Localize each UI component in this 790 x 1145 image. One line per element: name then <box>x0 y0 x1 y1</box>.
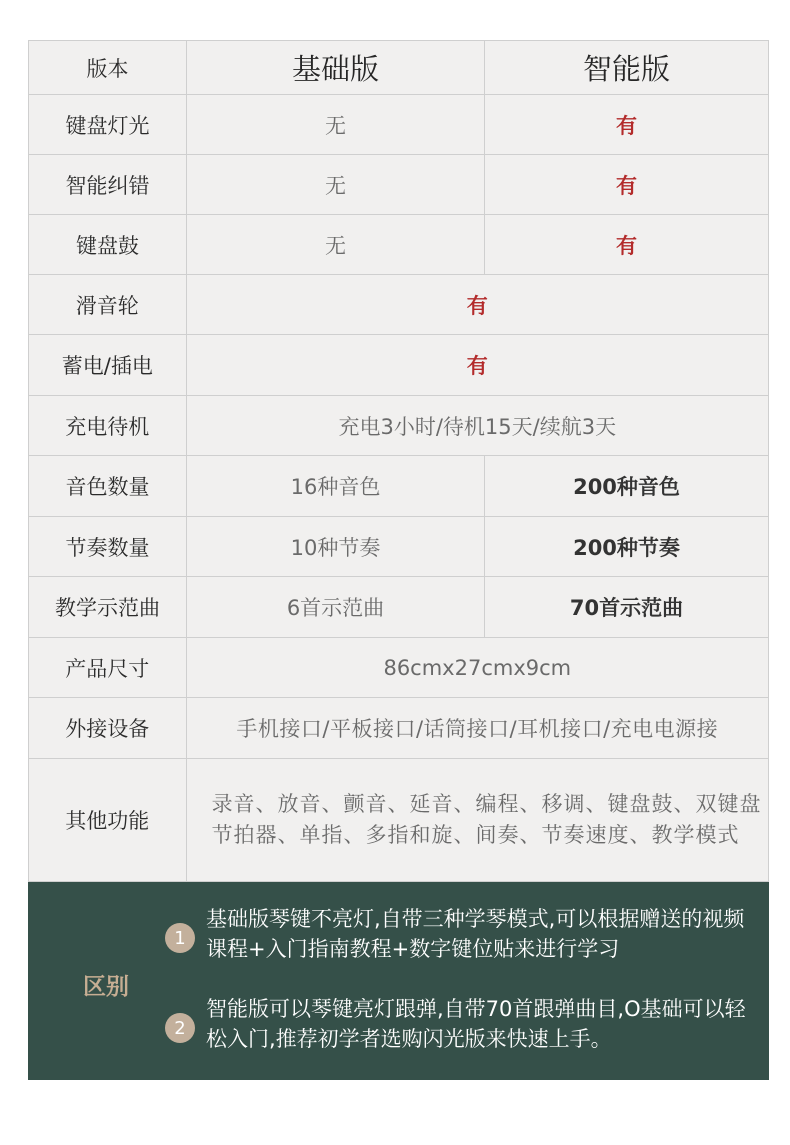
row-tones <box>29 456 768 517</box>
header-version-label: 版本 <box>29 41 187 94</box>
basic-value: 16种音色 <box>187 456 485 516</box>
row-label: 产品尺寸 <box>29 638 187 697</box>
row-power <box>29 335 768 396</box>
row-label: 键盘灯光 <box>29 95 187 154</box>
row-keyboard-light <box>29 95 768 155</box>
row-label: 教学示范曲 <box>29 577 187 637</box>
smart-value: 有 <box>616 113 637 138</box>
row-label: 节奏数量 <box>29 517 187 576</box>
comparison-table <box>28 40 769 882</box>
row-label: 外接设备 <box>29 698 187 758</box>
row-rhythms <box>29 517 768 577</box>
shared-value: 手机接口/平板接口/话筒接口/耳机接口/充电电源接 <box>236 717 719 741</box>
row-dimensions <box>29 638 768 698</box>
smart-value: 200种音色 <box>573 475 680 499</box>
shared-value: 录音、放音、颤音、延音、编程、移调、键盘鼓、双键盘节拍器、单指、多指和旋、间奏、节奏速度、教学模式 <box>211 792 762 847</box>
row-demo-songs <box>29 577 768 638</box>
row-other-features <box>29 759 768 881</box>
row-label: 其他功能 <box>29 759 187 881</box>
shared-value: 有 <box>466 354 488 378</box>
header-basic: 基础版 <box>187 41 485 94</box>
smart-value: 有 <box>616 173 637 198</box>
basic-value: 6首示范曲 <box>187 577 485 637</box>
shared-value: 充电3小时/待机15天/续航3天 <box>338 414 617 439</box>
row-label: 智能纠错 <box>29 155 187 214</box>
row-label: 蓄电/插电 <box>29 335 187 395</box>
shared-value: 86cmx27cmx9cm <box>383 655 572 680</box>
row-keyboard-drum <box>29 215 768 275</box>
basic-value: 无 <box>187 215 485 274</box>
difference-note-1: 基础版琴键不亮灯,自带三种学琴模式,可以根据赠送的视频课程+入门指南教程+数字键位贴来进行学习 <box>206 907 745 961</box>
shared-value: 有 <box>466 293 488 318</box>
header-smart: 智能版 <box>582 52 670 86</box>
row-ports <box>29 698 768 759</box>
number-badge-1: 1 <box>165 923 195 953</box>
smart-value: 70首示范曲 <box>569 596 684 620</box>
basic-value: 无 <box>187 155 485 214</box>
number-badge-2: 2 <box>165 1013 195 1043</box>
difference-panel <box>28 882 769 1080</box>
row-label: 键盘鼓 <box>29 215 187 274</box>
row-label: 充电待机 <box>29 396 187 455</box>
difference-label: 区别 <box>83 974 129 1000</box>
row-label: 音色数量 <box>29 456 187 516</box>
row-label: 滑音轮 <box>29 275 187 334</box>
basic-value: 无 <box>187 95 485 154</box>
row-pitch-wheel <box>29 275 768 335</box>
smart-value: 200种节奏 <box>573 535 680 560</box>
row-smart-correction <box>29 155 768 215</box>
basic-value: 10种节奏 <box>187 517 485 576</box>
smart-value: 有 <box>616 233 637 258</box>
difference-note-2: 智能版可以琴键亮灯跟弹,自带70首跟弹曲目,O基础可以轻松入门,推荐初学者选购闪光版来快速上手。 <box>206 997 746 1051</box>
header-row <box>29 41 768 95</box>
row-charging <box>29 396 768 456</box>
